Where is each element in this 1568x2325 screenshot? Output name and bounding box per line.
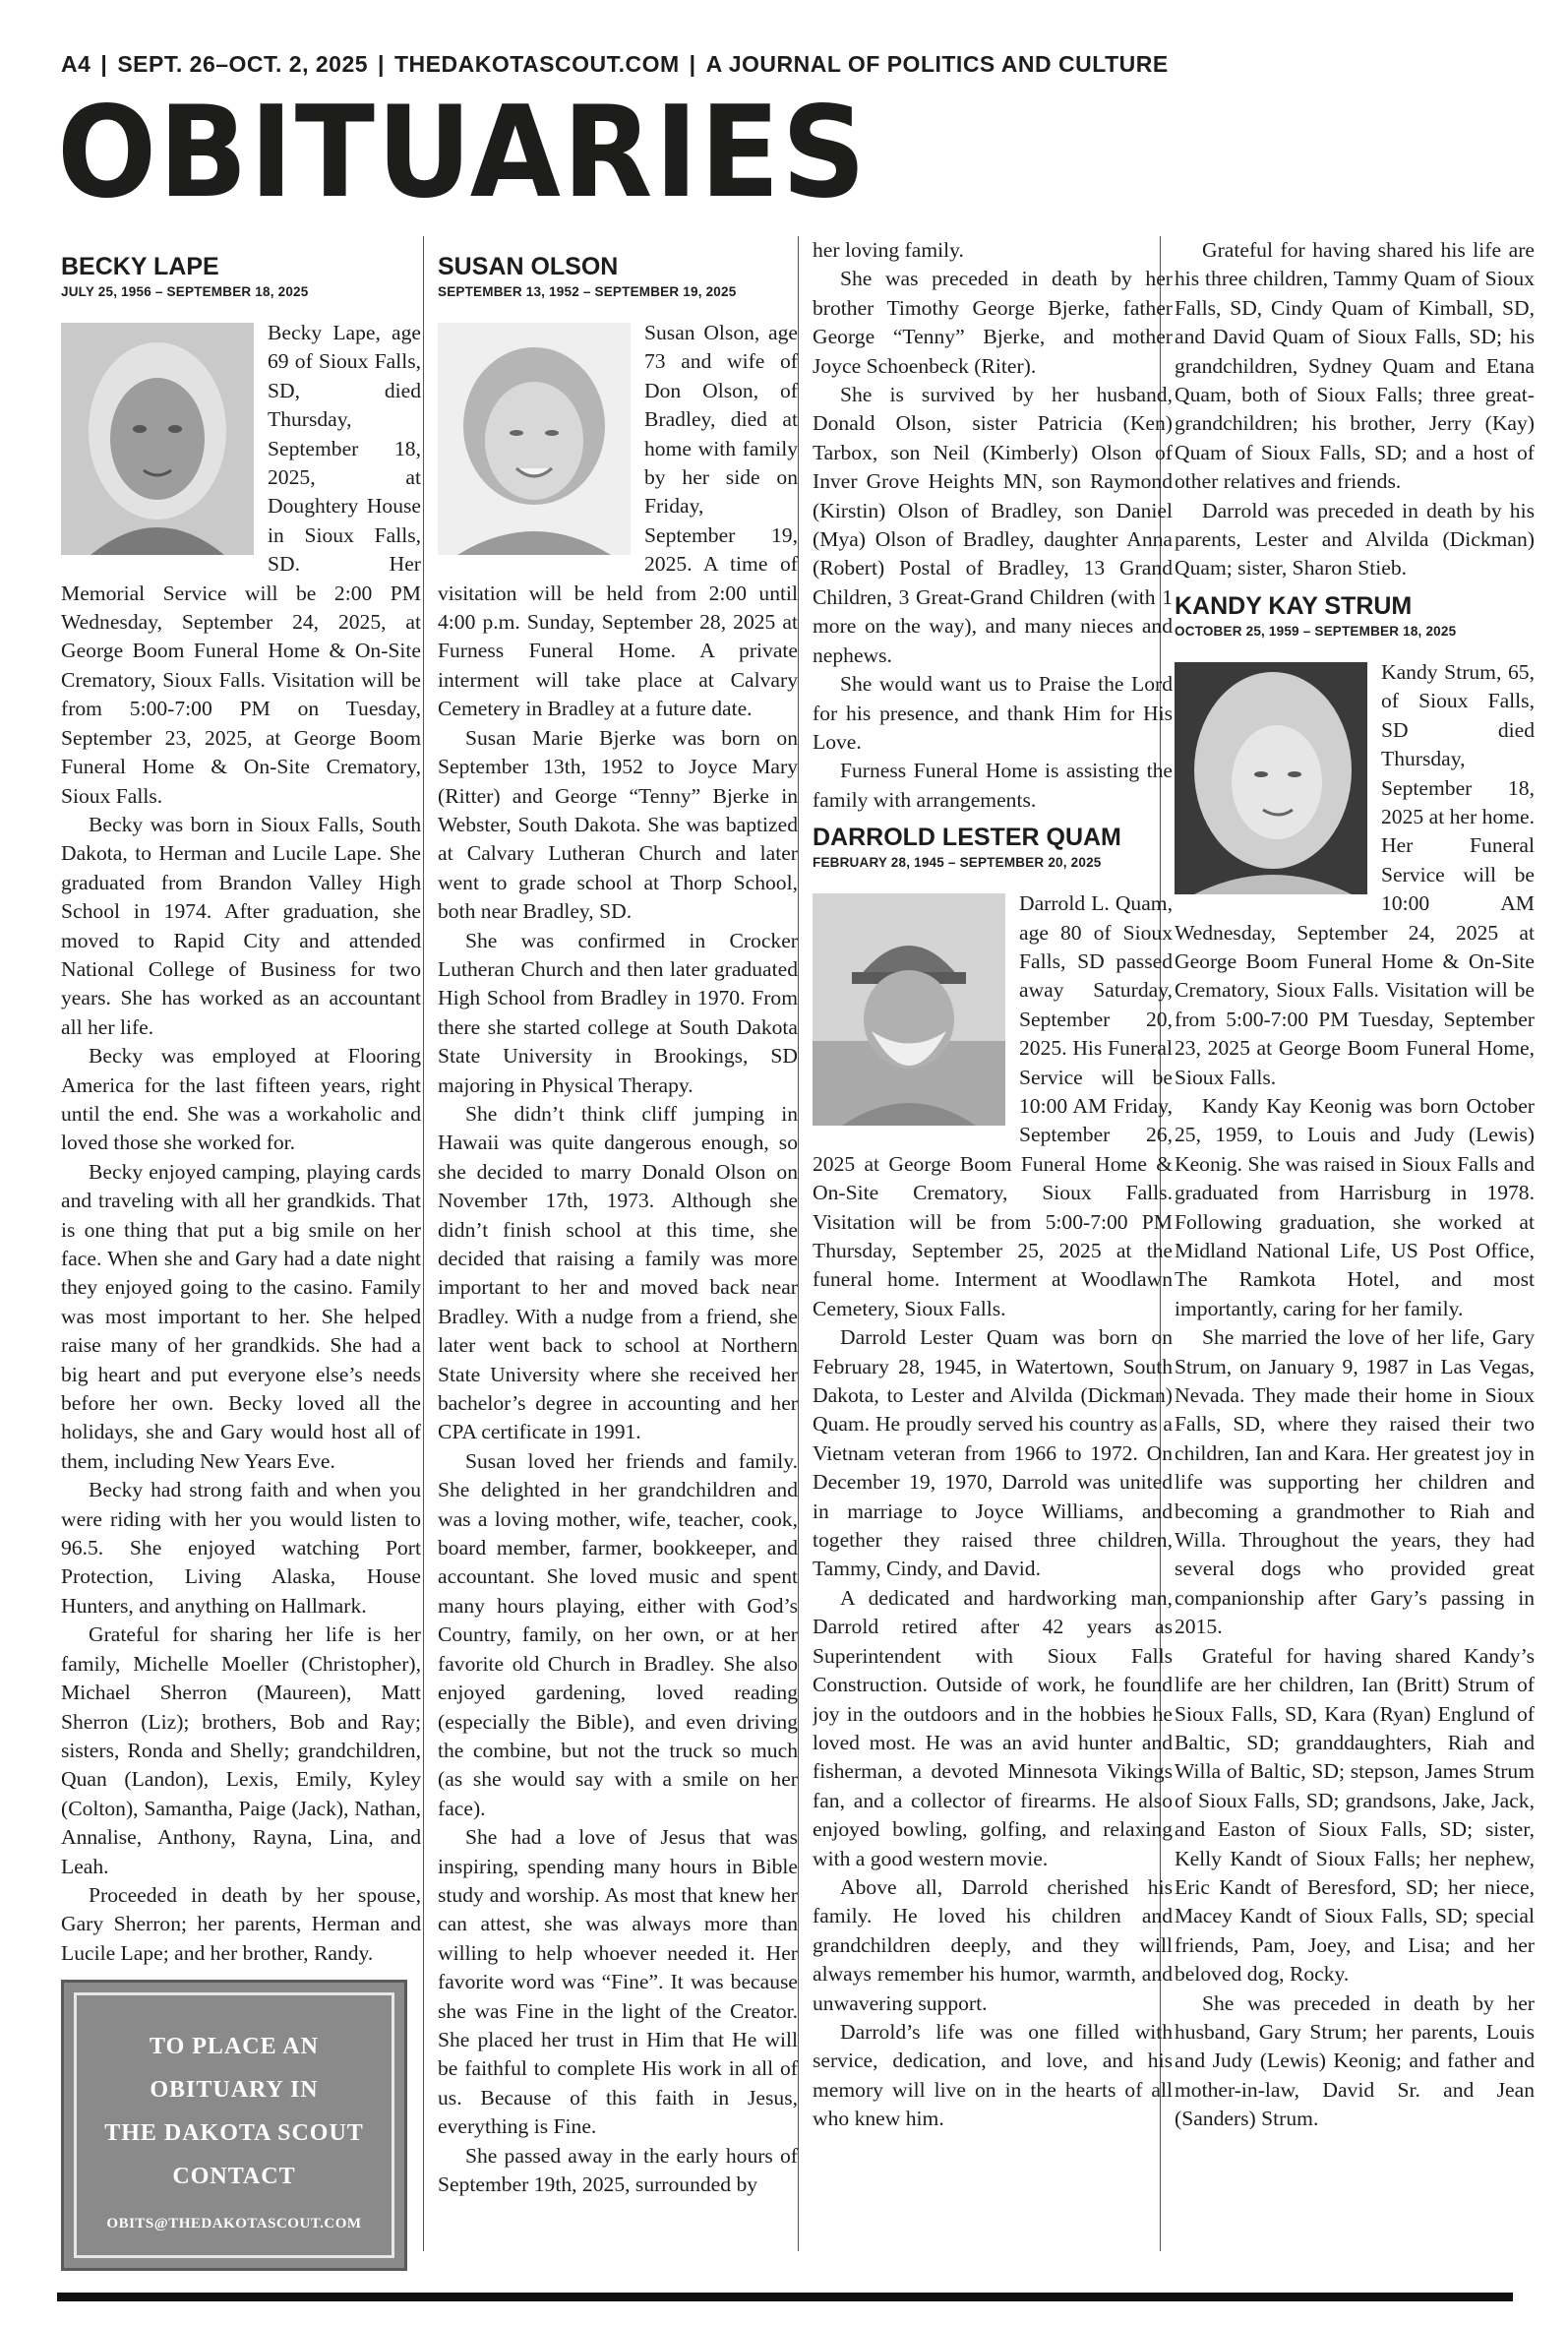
column-4: [1175, 236, 1535, 2256]
obituary-paragraph: She was confirmed in Crocker Lutheran Church and then later graduated High School from Bradley in 1970. From there she started college at South Dakota State University in Brookings, SD majoring in Physical Therapy.: [438, 928, 798, 1097]
obituary-paragraph: She is survived by her husband, Donald Olson, sister Patricia (Ken) Tarbox, son Neil (Kimberly) Olson of Inver Grove Heights MN, son Raymond (Kirstin) Olson of Bradley, son Daniel (Mya) Olson of Bradley, daughter Anna (Robert) Postal of Bradley, 13 Grand Children, 3 Great-Grand Children (with 1 more on the way), and many nieces and nephews.: [813, 383, 1173, 667]
portrait-photo: [61, 323, 254, 555]
obituary-paragraph: Kandy Strum, 65, of Sioux Falls, SD died Thursday, September 18, 2025 at her home. Her Funeral Service will be 10:00 AM Wednesday, September 24, 2025 at George Boom Funeral Home & On-Site Crematory, Sioux Falls. Visitation will be from 5:00-7:00 PM Tuesday, September 23, 2025 at George Boom Funeral Home, Sioux Falls.: [1175, 659, 1535, 1089]
obituary-name: SUSAN OLSON: [438, 253, 619, 280]
obituary-paragraph: She was preceded in death by her brother Timothy George Bjerke, father George “Tenny” Bjerke, and mother Joyce Schoenbeck (Riter).: [813, 267, 1173, 378]
obituary-paragraph: She had a love of Jesus that was inspiring, spending many hours in Bible study and worship. As most that knew her can attest, she was always more than willing to help whoever needed it. Her favorite word was “Fine”. It was because she was Fine in the light of the Creator. She placed her trust in Him that He will be faithful to complete His work in all of us. Because of this faith in Jesus, everything is Fine.: [438, 1825, 798, 2139]
obituary-paragraph: her loving family.: [813, 238, 964, 262]
obituary-paragraph: A dedicated and hardworking man, Darrold retired after 42 years as Superintendent with Sioux Falls Construction. Outside of work, he found joy in the outdoors and in the hobbies he loved most. He was an avid hunter and fisherman, a devoted Minnesota Vikings fan, and a collector of firearms. He also enjoyed bowling, golfing, and relaxing with a good western movie.: [813, 1585, 1173, 1870]
column-divider: [423, 236, 424, 2251]
obituary-paragraph: Becky Lape, age 69 of Sioux Falls, SD, died Thursday, September 18, 2025, at Doughtery House in Sioux Falls, SD. Her Memorial Service will be 2:00 PM Wednesday, September 24, 2025, at George Boom Funeral Home & On-Site Crematory, Sioux Falls. Visitation will be from 5:00-7:00 PM on Tuesday, September 23, 2025, at George Boom Funeral Home & On-Site Crematory, Sioux Falls.: [61, 321, 421, 808]
portrait-photo: [1175, 662, 1367, 894]
obituary-paragraph: Becky enjoyed camping, playing cards and traveling with all her grandkids. That is one thing that put a big smile on her face. When she and Gary had a date night they enjoyed going to the casino. Family was most important to her. She helped raise many of her grandkids. She had a big heart and put everyone else’s needs before her own. Becky loved all the holidays, she and Gary would host all of them, including New Years Eve.: [61, 1159, 421, 1473]
obituary-name: DARROLD LESTER QUAM: [813, 824, 1121, 852]
obituary-paragraph: Proceeded in death by her spouse, Gary Sherron; her parents, Herman and Lucile Lape; and her brother, Randy.: [61, 1882, 421, 1965]
obituary-paragraph: Grateful for sharing her life is her family, Michelle Moeller (Christopher), Michael Sherron (Maureen), Matt Sherron (Liz); brothers, Bob and Ray; sisters, Ronda and Shelly; grandchildren, Quan (Landon), Lexis, Emily, Kyley (Colton), Samantha, Paige (Jack), Nathan, Annalise, Anthony, Rayna, Lina, and Leah.: [61, 1622, 421, 1878]
obituary-paragraph: Susan Marie Bjerke was born on September 13th, 1952 to Joyce Mary (Ritter) and George “Tenny” Bjerke in Webster, South Dakota. She was baptized at Calvary Lutheran Church and later went to grade school at Thorp School, both near Bradley, SD.: [438, 725, 798, 924]
column-3: [813, 236, 1173, 2256]
contact-email-link[interactable]: OBITS@THEDAKOTASCOUT.COM: [106, 2216, 362, 2232]
column-2: [438, 244, 798, 2256]
obituary-dates: JULY 25, 1956 – SEPTEMBER 18, 2025: [61, 284, 309, 299]
obituary-paragraph: Grateful for having shared Kandy’s life are her children, Ian (Britt) Strum of Sioux Falls, SD, Kara (Ryan) Englund of Baltic, SD; granddaughters, Riah and Willa of Baltic, SD; stepson, James Strum of Sioux Falls, SD; grandsons, Jake, Jack, and Easton of Sioux Falls, SD; sister, Kelly Kandt of Sioux Falls; her nephew, Eric Kandt of Beresford, SD; her niece, Macey Kandt of Sioux Falls, SD; special friends, Pam, Joey, and Lisa; and her beloved dog, Rocky.: [1175, 1643, 1535, 1987]
contact-line: TO PLACE AN: [150, 2034, 319, 2059]
obituary-paragraph: Furness Funeral Home is assisting the family with arrangements.: [813, 759, 1173, 812]
obituary-contact-box: [61, 1980, 407, 2271]
obituary-paragraph: Above all, Darrold cherished his family. He loved his children and grandchildren deeply, and they will always remember his humor, warmth, and unwavering support.: [813, 1874, 1173, 2015]
obituary-paragraph: Darrold was preceded in death by his parents, Lester and Alvilda (Dickman) Quam; sister, Sharon Stieb.: [1175, 498, 1535, 581]
portrait-photo: [438, 323, 631, 555]
obituary-paragraph: Becky was born in Sioux Falls, South Dakota, to Herman and Lucile Lape. She graduated from Brandon Valley High School in 1974. After graduation, she moved to Rapid City and attended National College of Business for two years. She has worked as an accountant all her life.: [61, 812, 421, 1039]
bottom-rule: [57, 2293, 1513, 2301]
contact-line: CONTACT: [172, 2164, 296, 2189]
obituary-paragraph: She didn’t think cliff jumping in Hawaii was quite dangerous enough, so she decided to marry Donald Olson on November 17th, 1973. Although she didn’t finish school at this time, she decided that raising a family was more important to her and moved back near Bradley. With a nudge from a friend, she later went back to school at Northern State University where she received her bachelor’s degree in accounting and her CPA certificate in 1991.: [438, 1101, 798, 1444]
tagline: A JOURNAL OF POLITICS AND CULTURE: [705, 51, 1169, 77]
obituary-paragraph: Susan loved her friends and family. She delighted in her grandchildren and was a loving mother, wife, teacher, cook, board member, farmer, bookkeeper, and accountant. She loved music and spent many hours playing, either with God’s Country, family, on her own, or at her favorite old Church in Bradley. She also enjoyed gardening, loved reading (especially the Bible), and even driving the combine, but not the truck so much (as she would say with a smile on her face).: [438, 1448, 798, 1820]
obituary-dates: SEPTEMBER 13, 1952 – SEPTEMBER 19, 2025: [438, 284, 737, 299]
contact-box-inner: [74, 1992, 394, 2258]
obituary-paragraph: Darrold Lester Quam was born on February 28, 1945, in Watertown, South Dakota, to Lester and Alvilda (Dickman) Quam. He proudly served his country as a Vietnam veteran from 1966 to 1972. On December 19, 1970, Darrold was united in marriage to Joyce Williams, and together they raised three children, Tammy, Cindy, and David.: [813, 1325, 1173, 1581]
obituary-dates: FEBRUARY 28, 1945 – SEPTEMBER 20, 2025: [813, 855, 1102, 871]
site-url[interactable]: THEDAKOTASCOUT.COM: [393, 51, 680, 77]
obituary-paragraph: She would want us to Praise the Lord for his presence, and thank Him for His Love.: [813, 672, 1173, 754]
obituary-paragraph: Becky was employed at Flooring America for the last fifteen years, right until the end. She was a workaholic and loved those she worked for.: [61, 1044, 421, 1155]
portrait-photo: [813, 893, 1005, 1126]
obituary-name: KANDY KAY STRUM: [1175, 591, 1413, 620]
page-title: OBITUARIES: [57, 80, 869, 226]
obituary-paragraph: Grateful for having shared his life are his three children, Tammy Quam of Sioux Falls, SD, Cindy Quam of Kimball, SD, and David Quam of Sioux Falls, SD; his grandchildren, Sydney Quam and Etana Quam, both of Sioux Falls; three great-grandchildren; his brother, Jerry (Kay) Quam of Sioux Falls, SD; and a host of other relatives and friends.: [1175, 238, 1535, 494]
obituary-paragraph: Susan Olson, age 73 and wife of Don Olson, of Bradley, died at home with family by her side on Friday, September 19, 2025. A time of visitation will be held from 2:00 until 4:00 p.m. Sunday, September 28, 2025 at Furness Funeral Home. A private interment will take place at Calvary Cemetery in Bradley at a future date.: [438, 321, 798, 721]
issue-dates: SEPT. 26–OCT. 2, 2025: [117, 51, 369, 77]
obituary-paragraph: She passed away in the early hours of September 19th, 2025, surrounded by: [438, 2143, 798, 2196]
obituary-paragraph: Kandy Kay Keonig was born October 25, 1959, to Louis and Judy (Lewis) Keonig. She was raised in Sioux Falls and graduated from Harrisburg in 1978. Following graduation, she worked at Midland National Life, US Post Office, The Ramkota Hotel, and most importantly, caring for her family.: [1175, 1093, 1535, 1320]
contact-line: OBITUARY IN: [150, 2077, 319, 2103]
page-number: A4: [61, 51, 91, 77]
obituary-paragraph: She was preceded in death by her husband, Gary Strum; her parents, Louis and Judy (Lewis) Keonig; and father and mother-in-law, David Sr. and Jean (Sanders) Strum.: [1175, 1990, 1535, 2131]
obituary-paragraph: Becky had strong faith and when you were riding with her you would listen to 96.5. She enjoyed watching Port Protection, Living Alaska, House Hunters, and anything on Hallmark.: [61, 1478, 421, 1618]
column-1: [61, 244, 421, 2256]
obituary-dates: OCTOBER 25, 1959 – SEPTEMBER 18, 2025: [1175, 623, 1457, 639]
obituary-name: BECKY LAPE: [61, 253, 219, 280]
obituary-paragraph: Darrold’s life was one filled with service, dedication, and love, and his memory will live on in the hearts of all who knew him.: [813, 2019, 1173, 2131]
column-divider: [798, 236, 799, 2251]
obituary-paragraph: Darrold L. Quam, age 80 of Sioux Falls, SD passed away Saturday, September 20, 2025. His Funeral Service will be 10:00 AM Friday, September 26, 2025 at George Boom Funeral Home & On-Site Crematory, Sioux Falls. Visitation will be from 5:00-7:00 PM Thursday, September 25, 2025 at the funeral home. Interment at Woodlawn Cemetery, Sioux Falls.: [813, 891, 1173, 1320]
masthead: A4 | SEPT. 26–OCT. 2, 2025 | THEDAKOTASCOUT.COM | A JOURNAL OF POLITICS AND CULTURE: [61, 51, 1169, 77]
obituary-paragraph: She married the love of her life, Gary Strum, on January 9, 1987 in Las Vegas, Nevada. They made their home in Sioux Falls, SD, where they raised their two children, Ian and Kara. Her greatest joy in life was supporting her children and becoming a grandmother to Riah and Willa. Throughout the years, they had several dogs who provided great companionship after Gary’s passing in 2015.: [1175, 1325, 1535, 1639]
contact-line: THE DAKOTA SCOUT: [104, 2120, 364, 2146]
